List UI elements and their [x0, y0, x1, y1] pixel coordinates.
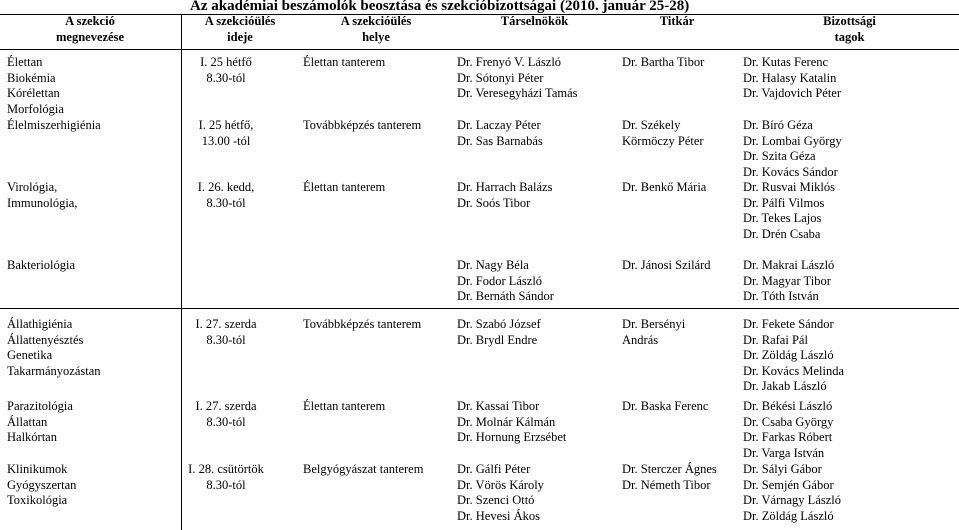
session-place-line: Továbbképzés tanterem [303, 118, 422, 132]
session-time-line: 8.30-tól [206, 414, 246, 429]
section-name-cell [7, 118, 179, 134]
committee-members-line: Dr. Zöldág László [743, 508, 834, 523]
section-name-line: Toxikológia [7, 493, 68, 508]
section-name-cell [7, 55, 179, 117]
section-name-line: Takarmányozástan [7, 363, 101, 378]
committee-members-line: Dr. Sályi Gábor [743, 462, 822, 476]
committee-members-line: Dr. Pálfi Vilmos [743, 195, 825, 210]
co-chairs-line: Dr. Brydl Endre [457, 332, 538, 347]
header-committee-members: Bizottsági tagok [823, 14, 876, 44]
section-name-cell [7, 399, 179, 446]
session-time-line: I. 26. kedd, [197, 180, 255, 194]
co-chairs-cell [457, 118, 617, 149]
section-name-line: Kórélettan [7, 86, 60, 101]
session-place-cell [303, 55, 453, 71]
secretary-cell [622, 258, 740, 274]
section-name-cell [7, 317, 179, 379]
secretary-line: Dr. Bersényi [622, 317, 686, 331]
session-time-line: I. 27. szerda [195, 317, 257, 331]
co-chairs-line: Dr. Hevesi Ákos [457, 508, 540, 523]
section-name-line: Állathigiénia [7, 317, 73, 331]
header-co-chairs: Társelnökök [500, 14, 569, 28]
section-name-line: Morfológia [7, 101, 64, 116]
session-time-line: 8.30-tól [206, 195, 246, 210]
secretary-cell [622, 462, 740, 493]
committee-members-line: Dr. Semjén Gábor [743, 477, 834, 492]
header-section-name: A szekció megnevezése [55, 14, 125, 44]
session-place-line: Belgyógyászat tanterem [303, 462, 424, 476]
header-secretary: Titkár [659, 14, 695, 28]
session-place-line: Élettan tanterem [303, 180, 386, 194]
committee-members-line: Dr. Kutas Ferenc [743, 55, 829, 69]
secretary-line: Dr. Jánosi Szilárd [622, 258, 711, 272]
section-name-line: Immunológia, [7, 195, 78, 210]
section-name-line: Klinikumok [7, 462, 68, 476]
co-chairs-line: Dr. Sótonyi Péter [457, 70, 544, 85]
section-name-line: Virológia, [7, 180, 58, 194]
committee-members-cell [743, 399, 958, 461]
session-time-line: 13.00 -tól [201, 133, 251, 148]
header-separator [0, 49, 959, 50]
committee-members-line: Dr. Farkas Róbert [743, 430, 833, 445]
session-time-cell [186, 399, 266, 430]
co-chairs-cell [457, 317, 617, 348]
session-place-cell [303, 462, 453, 478]
committee-members-line: Dr. Halasy Katalin [743, 70, 837, 85]
co-chairs-line: Dr. Bernáth Sándor [457, 289, 554, 304]
section-name-line: Gyógyszertan [7, 477, 77, 492]
session-place-cell [303, 180, 453, 196]
co-chairs-line: Dr. Soós Tibor [457, 195, 531, 210]
committee-members-line: Dr. Drén Csaba [743, 226, 821, 241]
co-chairs-line: Dr. Veresegyházi Tamás [457, 86, 578, 101]
secretary-line: Dr. Székely [622, 118, 681, 132]
session-time-line: I. 28. csütörtök [188, 462, 264, 476]
secretary-line: Dr. Németh Tibor [622, 477, 711, 492]
committee-members-cell [743, 118, 958, 180]
co-chairs-line: Dr. Szabó József [457, 317, 541, 331]
secretary-cell [622, 180, 740, 196]
secretary-line: Dr. Sterczer Ágnes [622, 462, 717, 476]
committee-members-line: Dr. Fekete Sándor [743, 317, 834, 331]
session-time-line: I. 25 hétfő, [198, 118, 254, 132]
secretary-line: Dr. Baska Ferenc [622, 399, 709, 413]
session-place-cell [303, 399, 453, 415]
committee-members-line: Dr. Zöldág László [743, 348, 834, 363]
committee-members-line: Dr. Kovács Melinda [743, 363, 845, 378]
session-time-cell [186, 317, 266, 348]
section-name-cell [7, 462, 179, 509]
section-name-line: Halkórtan [7, 430, 57, 445]
co-chairs-line: Dr. Harrach Balázs [457, 180, 553, 194]
committee-members-line: Dr. Szita Géza [743, 149, 816, 164]
row-separator [0, 308, 959, 309]
session-time-line: 8.30-tól [206, 70, 246, 85]
section-name-line: Állattenyésztés [7, 332, 84, 347]
section-name-line: Állattan [7, 414, 48, 429]
session-place-line: Továbbképzés tanterem [303, 317, 422, 331]
secretary-line: Dr. Benkő Mária [622, 180, 707, 194]
session-place-cell [303, 317, 453, 333]
secretary-line: András [622, 332, 659, 347]
committee-members-line: Dr. Rusvai Miklós [743, 180, 836, 194]
table-top-border [0, 14, 959, 15]
committee-members-line: Dr. Makrai László [743, 258, 835, 272]
session-time-line: I. 27. szerda [195, 399, 257, 413]
co-chairs-cell [457, 258, 617, 305]
section-name-line: Biokémia [7, 70, 56, 85]
session-time-line: I. 25 hétfő [200, 55, 252, 69]
co-chairs-line: Dr. Sas Barnabás [457, 133, 543, 148]
committee-members-line: Dr. Kovács Sándor [743, 164, 838, 179]
co-chairs-line: Dr. Gálfi Péter [457, 462, 531, 476]
co-chairs-line: Dr. Molnár Kálmán [457, 414, 556, 429]
committee-members-line: Dr. Varga István [743, 445, 825, 460]
header-session-time: A szekcióülés ideje [204, 14, 276, 44]
column-divider [181, 14, 182, 530]
co-chairs-line: Dr. Vörös Károly [457, 477, 544, 492]
committee-members-line: Dr. Tekes Lajos [743, 211, 822, 226]
committee-members-line: Dr. Vajdovich Péter [743, 86, 842, 101]
secretary-line: Dr. Bartha Tibor [622, 55, 705, 69]
session-time-line: 8.30-tól [206, 477, 246, 492]
co-chairs-cell [457, 399, 617, 446]
committee-members-cell [743, 55, 958, 102]
co-chairs-line: Dr. Fodor László [457, 273, 543, 288]
session-time-cell [186, 55, 266, 86]
committee-members-cell [743, 258, 958, 305]
section-name-line: Genetika [7, 348, 53, 363]
session-time-line: 8.30-tól [206, 332, 246, 347]
secretary-cell [622, 55, 740, 71]
section-name-cell [7, 180, 179, 211]
session-time-cell [186, 180, 266, 211]
committee-members-line: Dr. Magyar Tibor [743, 273, 831, 288]
header-session-place: A szekcióülés helye [340, 14, 412, 44]
co-chairs-cell [457, 55, 617, 102]
co-chairs-line: Dr. Szenci Ottó [457, 493, 535, 508]
session-place-line: Élettan tanterem [303, 399, 386, 413]
section-name-line: Élettan [7, 55, 43, 69]
section-name-line: Parazitológia [7, 399, 73, 413]
secretary-cell [622, 399, 740, 415]
co-chairs-line: Dr. Nagy Béla [457, 258, 529, 272]
session-place-line: Élettan tanterem [303, 55, 386, 69]
section-name-line: Bakteriológia [7, 258, 76, 272]
secretary-cell [622, 317, 740, 348]
committee-members-cell [743, 180, 958, 242]
committee-members-cell [743, 462, 958, 524]
session-time-cell [186, 462, 266, 493]
co-chairs-line: Dr. Frenyó V. László [457, 55, 562, 69]
committee-members-line: Dr. Lombai György [743, 133, 842, 148]
committee-members-line: Dr. Bíró Géza [743, 118, 813, 132]
document-title: Az akadémiai beszámolók beosztása és szekcióbizottságai (2010. január 25-28) [190, 0, 690, 14]
session-place-cell [303, 118, 453, 134]
co-chairs-line: Dr. Hornung Erzsébet [457, 430, 567, 445]
co-chairs-cell [457, 462, 617, 524]
committee-members-line: Dr. Várnagy László [743, 493, 842, 508]
section-name-cell [7, 258, 179, 274]
co-chairs-cell [457, 180, 617, 211]
committee-members-line: Dr. Csaba György [743, 414, 834, 429]
secretary-cell [622, 118, 740, 149]
session-time-cell [186, 118, 266, 149]
co-chairs-line: Dr. Laczay Péter [457, 118, 541, 132]
committee-members-line: Dr. Békési László [743, 399, 833, 413]
co-chairs-line: Dr. Kassai Tibor [457, 399, 540, 413]
committee-members-line: Dr. Tóth István [743, 289, 819, 304]
section-name-line: Élelmiszerhigiénia [7, 118, 101, 132]
committee-members-cell [743, 317, 958, 395]
committee-members-line: Dr. Rafai Pál [743, 332, 808, 347]
secretary-line: Körmöczy Péter [622, 133, 704, 148]
committee-members-line: Dr. Jakab László [743, 379, 827, 394]
